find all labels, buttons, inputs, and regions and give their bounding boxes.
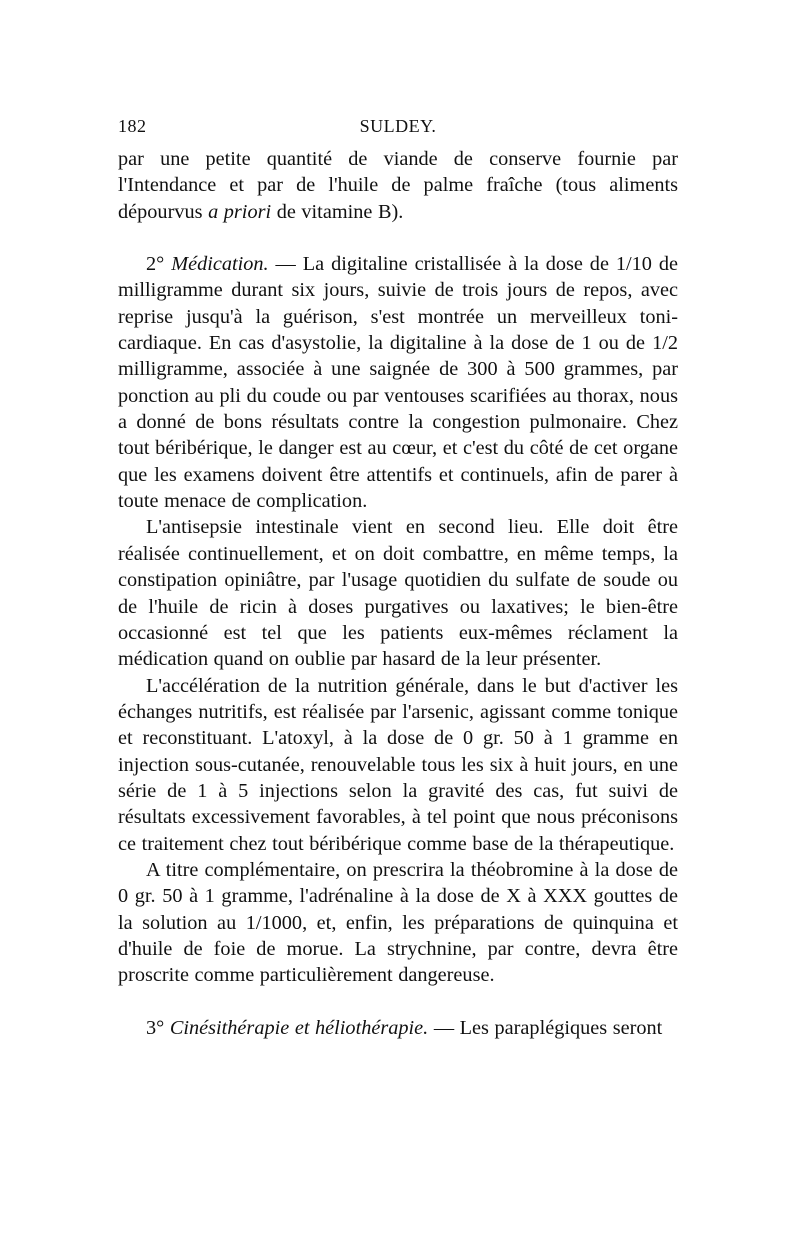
section-gap: [118, 989, 678, 1015]
section-heading: Cinésithérapie et héliothérapie.: [169, 1016, 429, 1039]
paragraph-antisepsie: L'antisepsie intestinale vient en second lieu. Elle doit être réalisée continuellement, et on doit combattre, en même temps, la constipation opiniâtre, par l'usage quotidien du sulfate de soude ou de l'huile de ricin à doses purgatives ou laxatives; le bien-être occasionné est tel que les patients eux-mêmes réclament la médication quand on oublie par hasard de la leur présenter.: [118, 516, 678, 671]
running-head: SULDEY.: [359, 116, 437, 136]
italic-phrase: a priori: [208, 200, 272, 223]
page-number: 182: [118, 116, 147, 136]
section-gap: [118, 225, 678, 251]
section-number: 3°: [146, 1016, 170, 1039]
paragraph-complement: A titre complémentaire, on prescrira la théobromine à la dose de 0 gr. 50 à 1 gramme, l'adrénaline à la dose de X à XXX gouttes de la solution au 1/1000, et, enfin, les préparations de quinquina et d'huile de foie de morue. La strychnine, par contre, devra être proscrite comme particulièrement dangereuse.: [118, 858, 678, 987]
book-page: [118, 112, 678, 1041]
paragraph-acceleration: L'accélération de la nutrition générale, dans le but d'activer les échanges nutritifs, est réalisée par l'arsenic, agissant comme tonique et reconstituant. L'atoxyl, à la dose de 0 gr. 50 à 1 gramme en injection sous-cutanée, renouvelable tous les six à huit jours, en une série de 1 à 5 injections selon la gravité des cas, fut suivi de résultats excessivement favorables, à tel point que nous préconisons ce traitement chez tout béribérique comme base de la thérapeutique.: [118, 674, 678, 855]
body-text: [118, 146, 678, 1041]
paragraph-continuation: par une petite quantité de viande de conserve fournie par l'Intendance et par de l'huile de palme fraîche (tous aliments dépourvus a priori de vitamine B).: [118, 148, 678, 223]
section-heading: Médication.: [171, 253, 269, 276]
section-medication: 2° Médication. — La digitaline cristallisée à la dose de 1/10 de milligramme durant six jours, suivie de trois jours de repos, avec reprise jusqu'à la guérison, s'est montrée un merveilleux toni-cardiaque. En cas d'asystolie, la digitaline à la dose de 1 ou de 1/2 milligramme, associée à une saignée de 300 à 500 grammes, par ponction au pli du coude ou par ventouses scarifiées au thorax, nous a donné de bons résultats contre la congestion pulmonaire. Chez tout béribérique, le danger est au cœur, et c'est du côté de cet organe que les examens doivent être attentifs et continuels, afin de parer à toute menace de complication.: [118, 253, 678, 513]
section-number: 2°: [146, 253, 172, 276]
page-header: [118, 112, 678, 146]
section-cinesitherapie: 3° Cinésithérapie et héliothérapie. — Les paraplégiques seront: [146, 1016, 663, 1039]
